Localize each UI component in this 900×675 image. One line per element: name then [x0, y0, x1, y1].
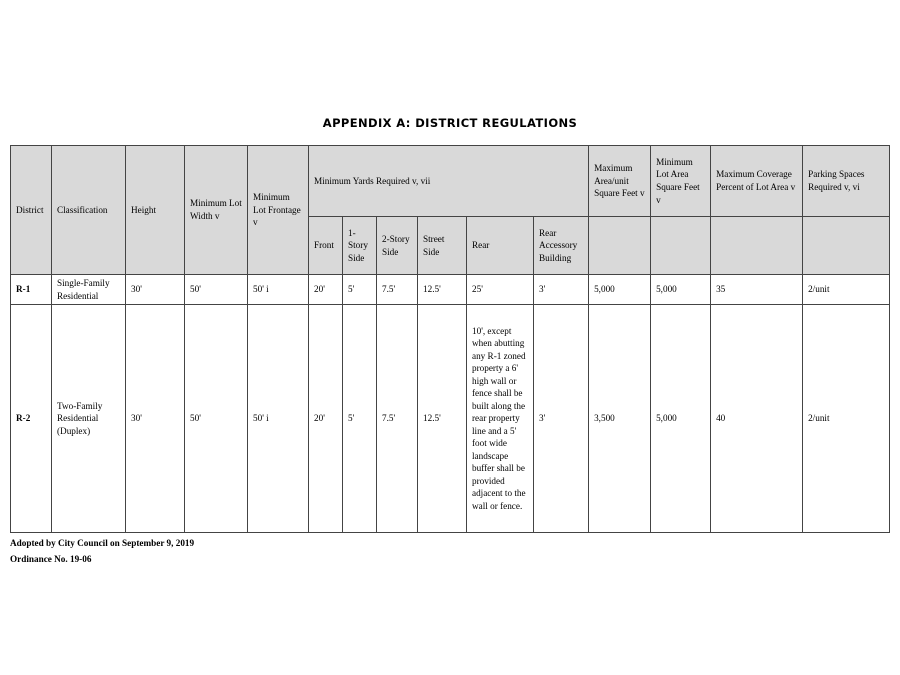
cell-street-side: 12.5' [418, 275, 467, 305]
cell-district: R-2 [11, 305, 52, 533]
cell-rear-accessory: 3' [534, 275, 589, 305]
cell-min-lot-width: 50' [185, 305, 248, 533]
cell-max-coverage: 40 [711, 305, 803, 533]
header-min-lot-width: Minimum Lot Width v [185, 146, 248, 275]
header-yard-front: Front [309, 217, 343, 275]
header-yard-one-story-side: 1-Story Side [343, 217, 377, 275]
header-min-yards: Minimum Yards Required v, vii [309, 146, 589, 217]
cell-min-lot-frontage: 50' i [248, 305, 309, 533]
cell-rear: 10', except when abutting any R-1 zoned property a 6' high wall or fence shall be built along the rear property line and a 5' foot wide landscape buffer shall be provided adjacent to the wall or fence. [467, 305, 534, 533]
cell-max-area-unit: 5,000 [589, 275, 651, 305]
cell-rear: 25' [467, 275, 534, 305]
cell-min-lot-frontage: 50' i [248, 275, 309, 305]
cell-classification: Single-Family Residential [52, 275, 126, 305]
header-filler-min-lot-area [651, 217, 711, 275]
header-filler-max-coverage [711, 217, 803, 275]
cell-parking: 2/unit [803, 305, 890, 533]
cell-street-side: 12.5' [418, 305, 467, 533]
header-yard-two-story-side: 2-Story Side [377, 217, 418, 275]
cell-min-lot-area: 5,000 [651, 305, 711, 533]
district-regulations-table [10, 145, 890, 533]
ordinance-number: Ordinance No. 19-06 [10, 554, 92, 564]
cell-district: R-1 [11, 275, 52, 305]
header-yard-rear-accessory: Rear Accessory Building [534, 217, 589, 275]
header-row-primary [11, 146, 890, 217]
header-district: District [11, 146, 52, 275]
cell-one-story-side: 5' [343, 275, 377, 305]
header-height: Height [126, 146, 185, 275]
header-max-area-unit: Maximum Area/unit Square Feet v [589, 146, 651, 217]
header-parking: Parking Spaces Required v, vi [803, 146, 890, 217]
cell-front: 20' [309, 305, 343, 533]
header-min-lot-area: Minimum Lot Area Square Feet v [651, 146, 711, 217]
adoption-note: Adopted by City Council on September 9, 2019 [10, 538, 195, 548]
footer-notes [10, 535, 194, 567]
header-filler-parking [803, 217, 890, 275]
header-classification: Classification [52, 146, 126, 275]
header-yard-street-side: Street Side [418, 217, 467, 275]
cell-classification: Two-Family Residential (Duplex) [52, 305, 126, 533]
cell-rear-accessory: 3' [534, 305, 589, 533]
cell-front: 20' [309, 275, 343, 305]
cell-height: 30' [126, 275, 185, 305]
cell-one-story-side: 5' [343, 305, 377, 533]
cell-max-area-unit: 3,500 [589, 305, 651, 533]
cell-two-story-side: 7.5' [377, 305, 418, 533]
table-row-r1 [11, 275, 890, 305]
cell-two-story-side: 7.5' [377, 275, 418, 305]
table-row-r2 [11, 305, 890, 533]
header-yard-rear: Rear [467, 217, 534, 275]
header-max-coverage: Maximum Coverage Percent of Lot Area v [711, 146, 803, 217]
header-min-lot-frontage: Minimum Lot Frontage v [248, 146, 309, 275]
page-title: APPENDIX A: DISTRICT REGULATIONS [322, 116, 578, 130]
cell-height: 30' [126, 305, 185, 533]
cell-min-lot-width: 50' [185, 275, 248, 305]
cell-max-coverage: 35 [711, 275, 803, 305]
cell-min-lot-area: 5,000 [651, 275, 711, 305]
header-filler-max-area [589, 217, 651, 275]
cell-parking: 2/unit [803, 275, 890, 305]
